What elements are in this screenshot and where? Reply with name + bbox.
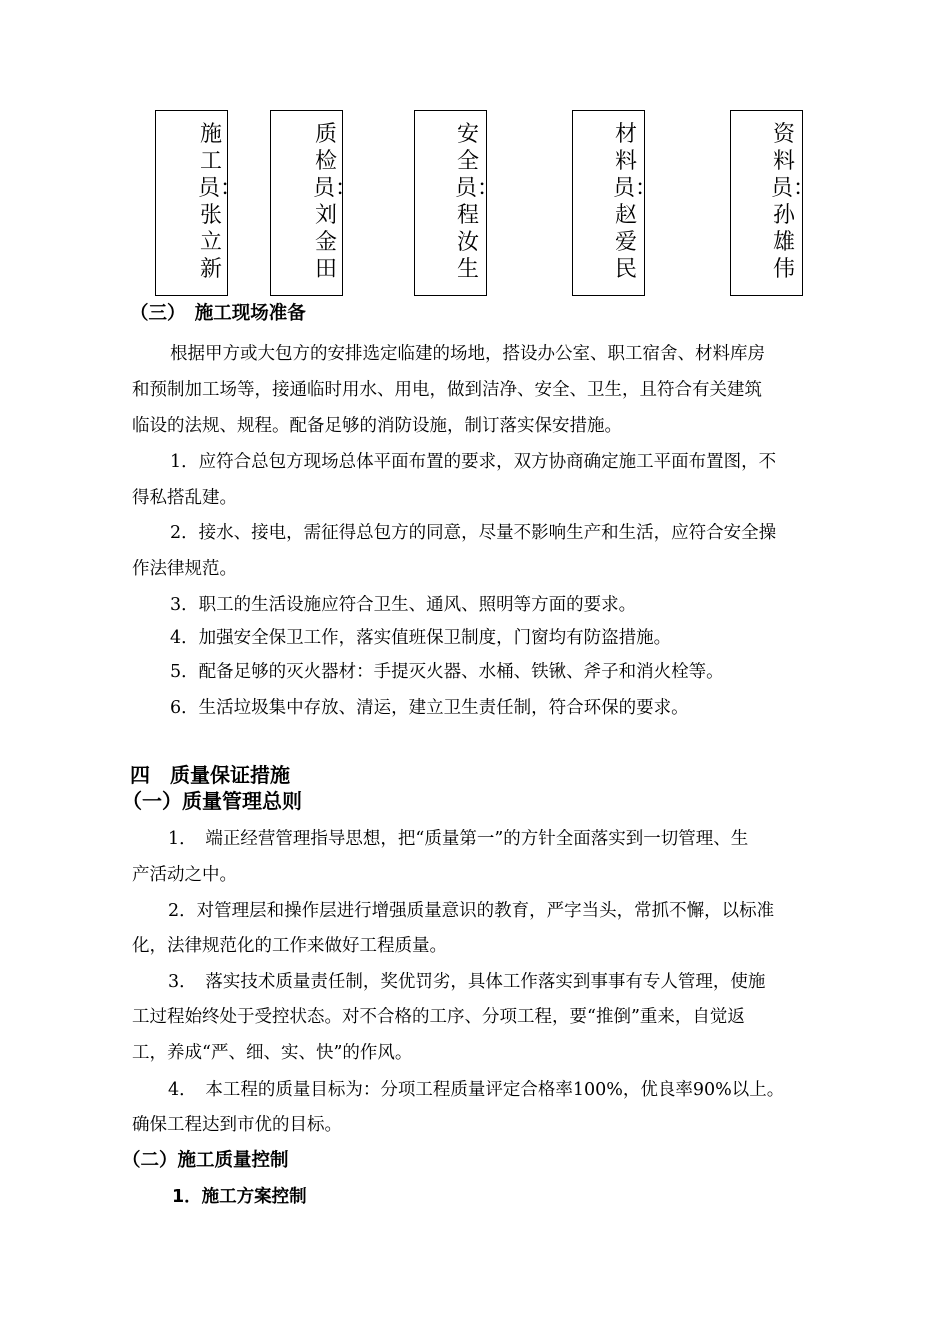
role-text: 质检员：刘金田 xyxy=(313,122,358,282)
role-text: 材料员：赵爱民 xyxy=(613,122,658,282)
role-box-quality xyxy=(270,110,358,296)
role-box-safety xyxy=(414,110,500,296)
paragraph-line: 临设的法规、规程。配备足够的消防设施，制订落实保安措施。 xyxy=(132,416,622,436)
role-box-material xyxy=(572,110,658,296)
paragraph-line: 5．配备足够的灭火器材：手提灭火器、水桶、铁锹、斧子和消火栓等。 xyxy=(170,662,724,682)
role-box-construction xyxy=(155,110,243,296)
paragraph-line: 3．职工的生活设施应符合卫生、通风、照明等方面的要求。 xyxy=(170,595,637,615)
chapter-heading: 四 质量保证措施 xyxy=(130,763,290,787)
paragraph-line: 1．应符合总包方现场总体平面布置的要求，双方协商确定施工平面布置图，不 xyxy=(170,452,777,472)
paragraph-line: 工，养成“严、细、实、快”的作风。 xyxy=(132,1043,413,1063)
role-box-documents xyxy=(730,110,816,296)
role-text: 资料员：孙雄伟 xyxy=(771,122,816,282)
paragraph-line: 工过程始终处于受控状态。对不合格的工序、分项工程，要“推倒”重来，自觉返 xyxy=(132,1007,745,1027)
paragraph-line: 3． 落实技术质量责任制，奖优罚劣，具体工作落实到事事有专人管理，使施 xyxy=(168,972,766,992)
section-heading: （一）质量管理总则 xyxy=(122,789,302,813)
paragraph-line: 4．加强安全保卫工作，落实值班保卫制度，门窗均有防盗措施。 xyxy=(170,628,672,648)
paragraph-line: 得私搭乱建。 xyxy=(132,488,237,508)
paragraph-line: 6．生活垃圾集中存放、清运，建立卫生责任制，符合环保的要求。 xyxy=(170,698,689,718)
paragraph-line: 2．接水、接电，需征得总包方的同意，尽量不影响生产和生活，应符合安全操 xyxy=(170,523,777,543)
paragraph-line: 和预制加工场等，接通临时用水、用电，做到洁净、安全、卫生，且符合有关建筑 xyxy=(132,380,762,400)
paragraph-line: 作法律规范。 xyxy=(132,559,237,579)
paragraph-line: 确保工程达到市优的目标。 xyxy=(132,1115,342,1135)
section-heading: （二）施工质量控制 xyxy=(122,1150,289,1171)
role-text: 施工员：张立新 xyxy=(198,122,243,282)
section-heading: （三） 施工现场准备 xyxy=(130,303,306,324)
paragraph-line: 产活动之中。 xyxy=(132,865,237,885)
paragraph-line: 4． 本工程的质量目标为：分项工程质量评定合格率100%，优良率90%以上。 xyxy=(168,1080,785,1100)
role-text: 安全员：程汝生 xyxy=(455,122,500,282)
paragraph-line: 1． 端正经营管理指导思想，把“质量第一”的方针全面落实到一切管理、生 xyxy=(168,829,749,849)
subsection-heading: 1．施工方案控制 xyxy=(172,1187,307,1207)
paragraph-line: 根据甲方或大包方的安排选定临建的场地，搭设办公室、职工宿舍、材料库房 xyxy=(170,344,765,364)
paragraph-line: 化，法律规范化的工作来做好工程质量。 xyxy=(132,936,447,956)
paragraph-line: 2．对管理层和操作层进行增强质量意识的教育，严字当头，常抓不懈，以标准 xyxy=(168,901,775,921)
